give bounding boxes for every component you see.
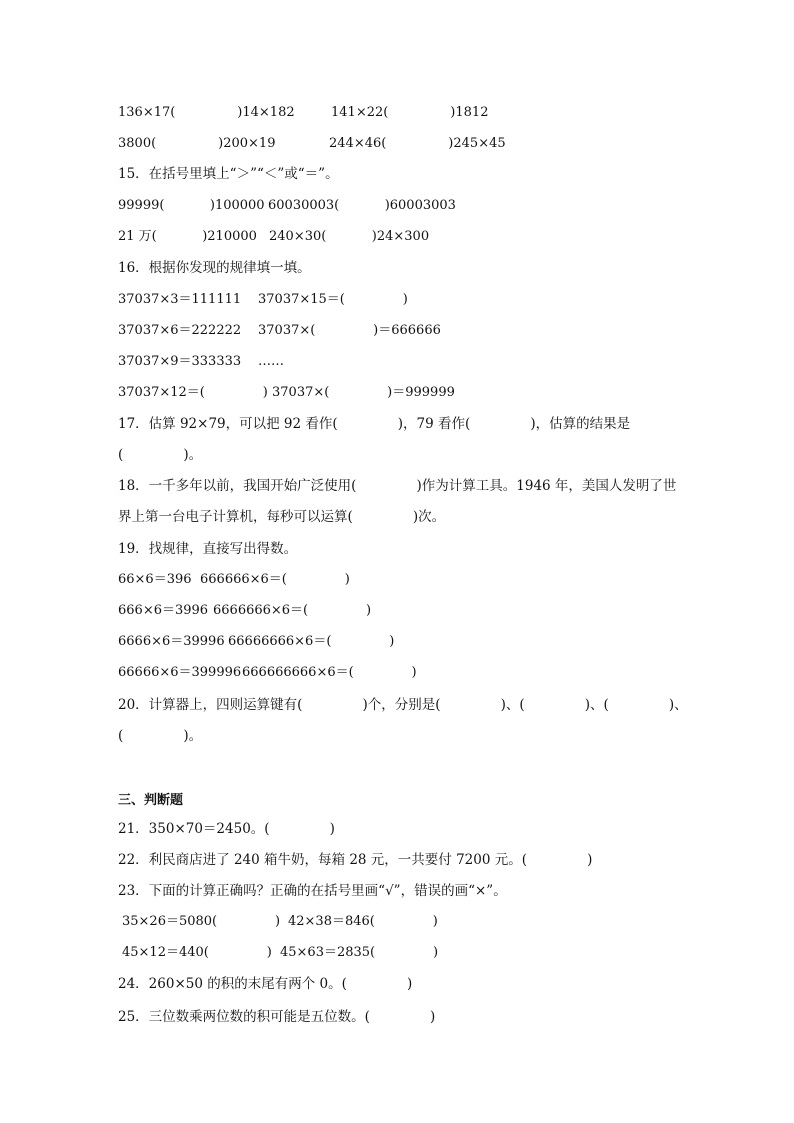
- pattern-item: 37037×15＝( ): [258, 292, 408, 307]
- rule-item: 666×6＝3996: [118, 603, 209, 618]
- compare-item: 3800( )200×19: [118, 136, 276, 151]
- check-item: 45×12＝440( ): [122, 945, 272, 960]
- compare-item: 21 万( )210000: [118, 229, 257, 244]
- section-title-judgement: 三、判断题: [118, 793, 184, 808]
- question-23: 23．下面的计算正确吗？正确的在括号里画“√”，错误的画“×”。: [118, 883, 507, 899]
- rule-item: 666666666×6＝( ): [242, 665, 417, 680]
- pattern-item: 37037×6＝222222: [118, 323, 242, 338]
- check-item: 35×26＝5080( ): [122, 914, 281, 929]
- rule-item: 666666×6＝( ): [200, 572, 350, 587]
- question-24: 24．260×50 的积的末尾有两个 0。( ): [118, 976, 413, 992]
- rule-item: 66666×6＝399996: [118, 665, 242, 680]
- pattern-item: 37037×9＝333333: [118, 354, 242, 369]
- compare-item: 99999( )100000: [118, 198, 265, 213]
- compare-item: 136×17( )14×182: [118, 105, 295, 120]
- rule-item: 6666666×6＝( ): [213, 603, 372, 618]
- question-15: 15．在括号里填上“＞”“＜”或“＝”。: [118, 166, 339, 182]
- check-item: 42×38＝846( ): [288, 914, 438, 929]
- rule-item: 66666666×6＝( ): [228, 634, 395, 649]
- rule-item: 66×6＝396: [118, 572, 192, 587]
- question-18-continued: 界上第一台电子计算机，每秒可以运算( )次。: [118, 509, 446, 525]
- question-22: 22．利民商店进了 240 箱牛奶，每箱 28 元，一共要付 7200 元。( ): [118, 852, 593, 868]
- compare-item: 60030003( )60003003: [268, 198, 456, 213]
- pattern-item: 37037×( )＝666666: [258, 323, 441, 338]
- question-16: 16．根据你发现的规律填一填。: [118, 260, 311, 276]
- compare-item: 244×46( )245×45: [329, 136, 506, 151]
- pattern-ellipsis: ……: [258, 354, 284, 369]
- rule-item: 6666×6＝39996: [118, 634, 225, 649]
- question-20: 20．计算器上，四则运算键有( )个，分别是( )、( )、( )、: [118, 697, 688, 713]
- pattern-item: 37037×12＝( ): [118, 385, 268, 400]
- pattern-item: 37037×( )＝999999: [272, 385, 455, 400]
- check-item: 45×63＝2835( ): [280, 945, 439, 960]
- compare-item: 240×30( )24×300: [269, 229, 430, 244]
- question-18: 18．一千多年以前，我国开始广泛使用( )作为计算工具。1946 年，美国人发明了世: [118, 478, 677, 494]
- compare-item: 141×22( )1812: [331, 105, 489, 120]
- question-17: 17．估算 92×79，可以把 92 看作( )，79 看作( )，估算的结果是: [118, 416, 631, 432]
- question-20-continued: ( )。: [118, 728, 203, 744]
- question-19: 19．找规律，直接写出得数。: [118, 541, 298, 557]
- question-21: 21．350×70＝2450。( ): [118, 821, 335, 837]
- question-17-continued: ( )。: [118, 447, 203, 463]
- pattern-item: 37037×3＝111111: [118, 292, 242, 307]
- question-25: 25．三位数乘两位数的积可能是五位数。( ): [118, 1009, 436, 1025]
